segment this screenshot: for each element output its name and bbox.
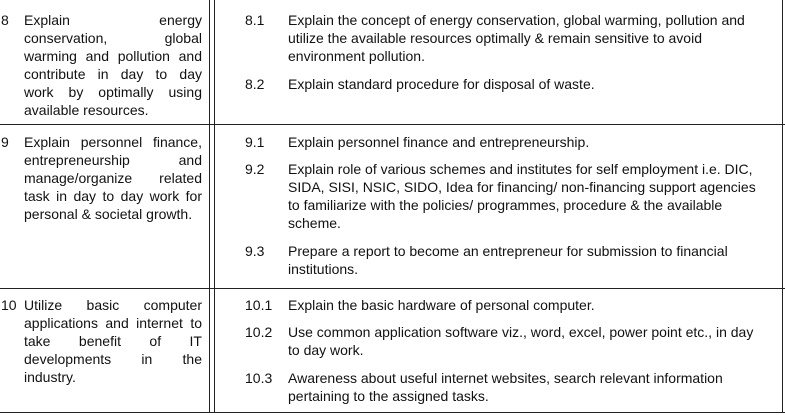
row-divider [0,124,785,125]
outcome-text: Prepare a report to become an entrepreneur for submission to financial institutions. [288,243,728,277]
competency-number: 9 [1,134,9,150]
outcome-number: 9.1 [245,134,265,150]
outcome-text: Explain the concept of energy conservation, global warming, pollution and utilize the available resources optimally & remain sensitive to avoid environment pollution. [288,12,745,64]
outcome-number: 9.2 [245,161,265,177]
outcome-text: Awareness about useful internet websites, search relevant information pertaining to the assigned tasks. [288,370,723,404]
outcome-number: 8.2 [245,76,265,92]
outcome-text: Use common application software viz., word, excel, power point etc., in day to day work. [288,324,754,358]
outcome-number: 10.1 [245,297,273,313]
row-divider [0,288,785,289]
column-divider [214,0,215,413]
outcome-text: Explain standard procedure for disposal of waste. [288,76,595,92]
outcome-number: 8.1 [245,12,265,28]
outcome-number: 10.3 [245,370,273,386]
table-right-border [782,0,783,413]
outcome-number: 9.3 [245,243,265,259]
competency-text: Explain energy conservation, global warming and pollution and contribute in day to day work by optimally using available resources. [24,12,202,118]
outcome-text: Explain role of various schemes and institutes for self employment i.e. DIC, SIDA, SISI, NSIC, SIDO, Idea for financing/ non-financing support agencies to familiarize with the policies/ programmes, procedure & the available scheme. [288,161,756,231]
outcome-number: 10.2 [245,324,273,340]
competency-number: 8 [1,12,9,28]
table-bottom-border [0,412,785,413]
column-divider [209,0,210,413]
competency-text: Utilize basic computer applications and internet to take benefit of IT developments in the industry. [24,297,202,385]
outcome-text: Explain the basic hardware of personal computer. [288,297,595,313]
competency-text: Explain personnel finance, entrepreneurship and manage/organize related task in day to day work for personal & societal growth. [24,134,202,222]
competency-number: 10 [1,297,17,313]
outcome-text: Explain personnel finance and entrepreneurship. [288,134,590,150]
